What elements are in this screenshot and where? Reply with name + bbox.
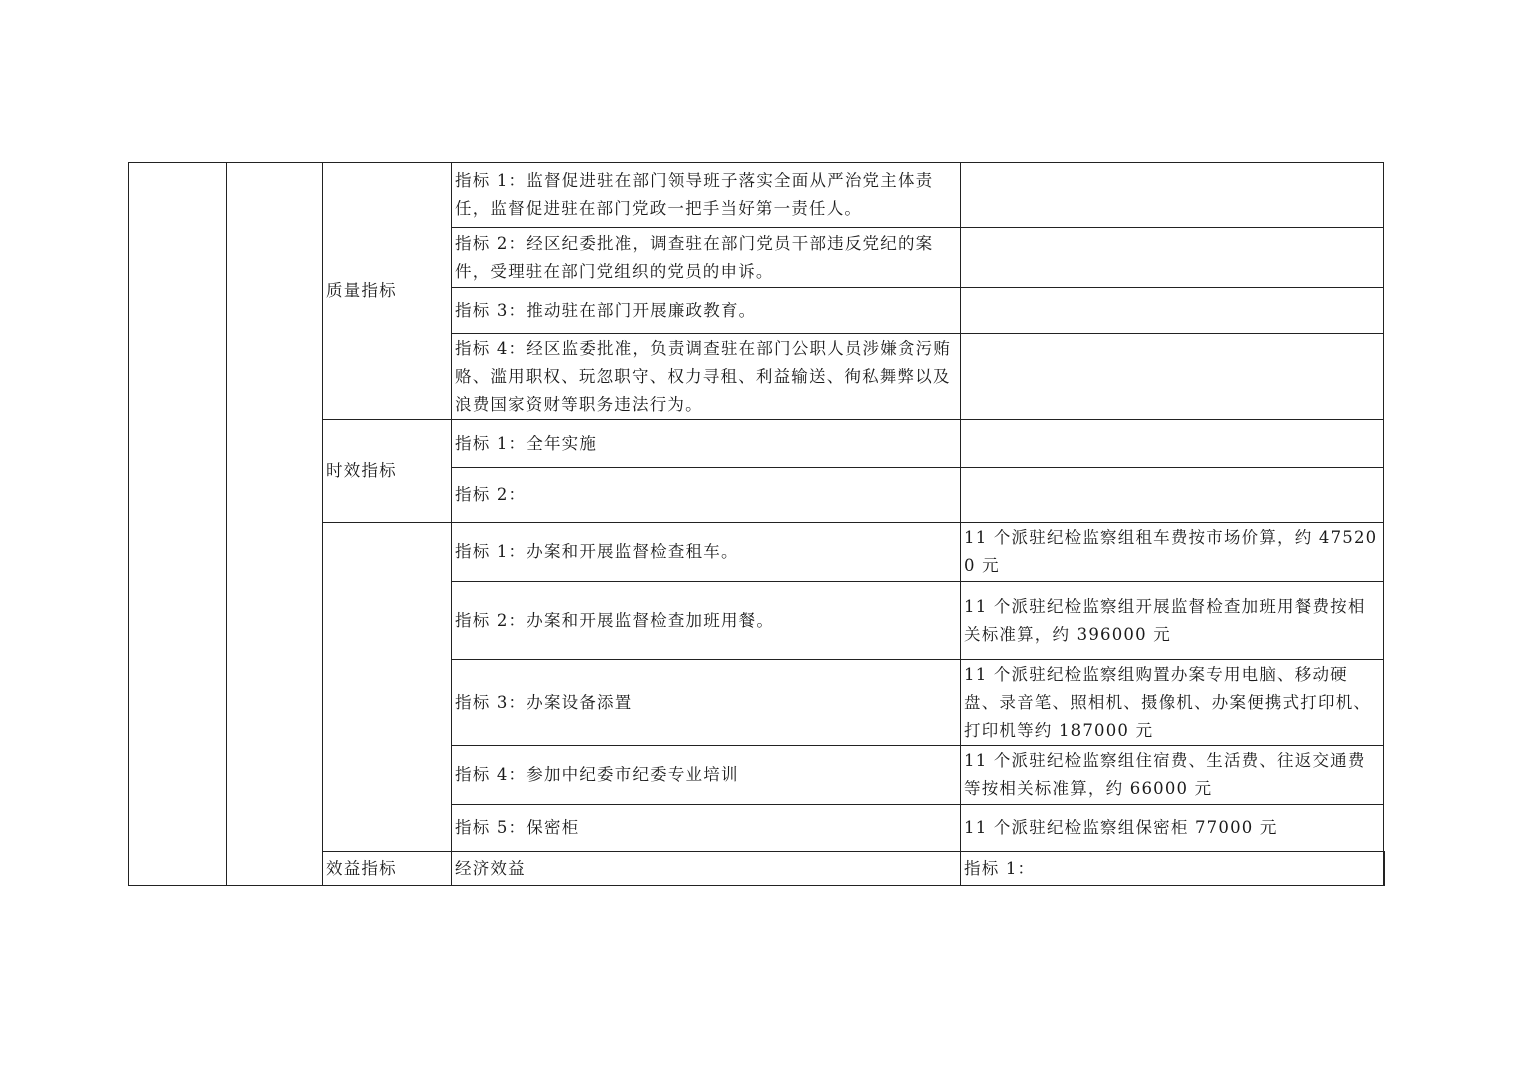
indicator-text: 指标 2： [452, 468, 961, 523]
indicator-value [961, 163, 1384, 228]
indicator-text: 指标 3：推动驻在部门开展廉政教育。 [452, 288, 961, 334]
indicator-text: 指标 5：保密柜 [452, 805, 961, 852]
indicator-text: 指标 1：办案和开展监督检查租车。 [452, 523, 961, 582]
quality-indicator-label: 质量指标 [323, 163, 452, 420]
indicator-value: 11 个派驻纪检监察组住宿费、生活费、往返交通费等按相关标准算，约 66000 元 [961, 746, 1384, 805]
indicator-text: 指标 2：办案和开展监督检查加班用餐。 [452, 582, 961, 660]
indicator-value [961, 420, 1384, 468]
indicator-text: 指标 2：经区纪委批准，调查驻在部门党员干部违反党纪的案件，受理驻在部门党组织的党员的申诉。 [452, 228, 961, 288]
indicator-value [961, 228, 1384, 288]
indicator-text: 指标 1：监督促进驻在部门领导班子落实全面从严治党主体责任，监督促进驻在部门党政一把手当好第一责任人。 [452, 163, 961, 228]
indicator-value: 11 个派驻纪检监察组购置办案专用电脑、移动硬盘、录音笔、照相机、摄像机、办案便携式打印机、打印机等约 187000 元 [961, 660, 1384, 746]
economic-benefit-label: 经济效益 [452, 852, 961, 886]
table-row [129, 163, 1385, 228]
indicator-value: 11 个派驻纪检监察组租车费按市场价算，约 475200 元 [961, 523, 1384, 582]
cost-indicator-label [323, 523, 452, 852]
indicator-value: 11 个派驻纪检监察组保密柜 77000 元 [961, 805, 1384, 852]
indicator-text: 指标 4：参加中纪委市纪委专业培训 [452, 746, 961, 805]
indicator-text: 指标 1： [961, 852, 1384, 886]
indicator-text: 指标 4：经区监委批准，负责调查驻在部门公职人员涉嫌贪污贿赂、滥用职权、玩忽职守、权力寻租、利益输送、徇私舞弊以及浪费国家资财等职务违法行为。 [452, 334, 961, 420]
indicator-value [961, 468, 1384, 523]
indicator-value: 11 个派驻纪检监察组开展监督检查加班用餐费按相关标准算，约 396000 元 [961, 582, 1384, 660]
indicator-value [1384, 852, 1385, 886]
timeliness-indicator-label: 时效指标 [323, 420, 452, 523]
indicator-text: 指标 1：全年实施 [452, 420, 961, 468]
indicator-value [961, 334, 1384, 420]
indicator-value [961, 288, 1384, 334]
benefit-indicator-label: 效益指标 [323, 852, 452, 886]
first-level-indicator-cell [129, 163, 227, 886]
performance-indicator-table [128, 162, 1385, 886]
second-level-indicator-cell [227, 163, 323, 886]
indicator-text: 指标 3：办案设备添置 [452, 660, 961, 746]
